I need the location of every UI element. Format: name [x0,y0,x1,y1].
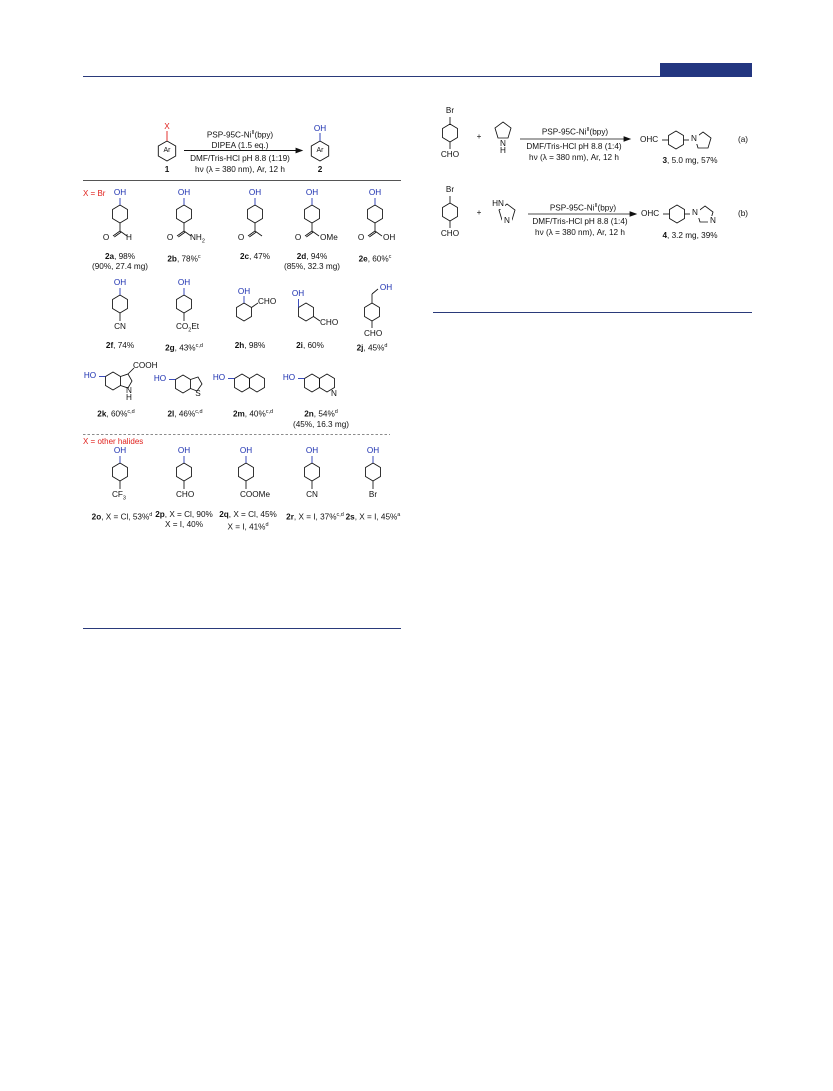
o-2b: O [166,233,174,242]
oh-2s: OH [366,446,380,455]
label-4: 4, 3.2 mg, 39% [662,231,718,240]
oh-label: OH [313,124,327,133]
cho-2p: CHO [176,490,195,499]
cho-a: CHO [440,150,460,159]
ohc-a: OHC [640,135,659,144]
oh-2e: OH [368,188,382,197]
cf3-2o: $CF_3$ [112,490,126,502]
pr-label: 2 [317,165,323,174]
label-2e: 2e, 60%$^c$ [358,254,392,264]
ar-label: Ar [163,147,171,154]
cooh-2k: COOH [133,361,158,370]
oh-2h: OH [237,287,251,296]
cond-solvent: DMF/Tris-HCl pH 8.8 (1:19) [190,154,290,163]
nh-h-a: H [500,146,506,155]
n-b: N [502,216,512,226]
label-2b: 2b, 78%$^c$ [167,254,201,264]
oh-2q: OH [239,446,253,455]
nh-2k-h: H [126,393,132,402]
n-pyrrolidine-product: N [689,134,699,144]
n-imid-2: N [708,216,718,226]
br-2s: Br [368,490,378,499]
o-2a: O [102,233,110,242]
cond-light: hν (λ = 380 nm), Ar, 12 h [195,164,285,174]
ho-2m: HO [212,373,226,382]
coome-2q: COOMe [240,490,271,499]
x-label: X [164,122,170,131]
cho-2h: CHO [258,297,277,306]
label-2c: 2c, 47% [239,252,271,261]
label-2p: 2p, X = Cl, 90% X = I, 40% [155,510,213,529]
cond-a-bottom [512,142,636,163]
x-other-header: X = other halides [83,437,144,446]
h-2a: H [126,233,132,242]
cond-a-solvent: DMF/Tris-HCl pH 8.8 (1:4) [526,142,622,151]
label-2o: 2o, X = Cl, 53%$^d$ [91,512,153,522]
label-2m: 2m, 40%$^{c,d}$ [232,409,274,419]
s-2l: S [195,389,201,398]
cond-catalyst: PSP-$95C-Ni^{II}(bpy)$ [206,130,274,140]
oh-2r: OH [305,446,319,455]
ho-2k: HO [83,371,97,380]
cond-a-light: hν (λ = 380 nm), Ar, 12 h [529,152,619,162]
label-2h: 2h, 98% [234,341,266,350]
label-2d: 2d, 94% (85%, 32.3 mg) [284,252,340,271]
tag-b: (b) [738,209,749,218]
label-2l: 2l, 46%$^{c,d}$ [167,409,203,419]
cho-2i: CHO [320,318,339,327]
label-2k: 2k, 60%$^{c,d}$ [97,409,135,419]
label-2f: 2f, 74% [105,341,135,350]
cond-b-top: PSP-$95C-Ni^{II}(bpy)$ [549,203,617,213]
label-2g: 2g, 43%$^{c,d}$ [165,343,203,353]
oh-2p: OH [177,446,191,455]
oh-2a: OH [113,188,127,197]
co2et-2g: $CO_2Et$ [176,322,200,334]
ho-2l: HO [153,374,167,383]
o-2e: O [357,233,365,242]
n-2n: N [331,389,337,398]
o-2d: O [294,233,302,242]
ho-2n: HO [282,373,296,382]
oh-2b: OH [177,188,191,197]
x-br-header: X = Br [83,189,106,198]
oh-2d: OH [305,188,319,197]
label-2q: 2q, X = Cl, 45% X = I, 41%$^d$ [219,510,277,532]
cond-b-bottom [518,217,642,238]
cond-b-light: hν (λ = 380 nm), Ar, 12 h [535,227,625,237]
label-2a: 2a, 98% (90%, 27.4 mg) [92,252,148,271]
scheme-2-end-rule [433,312,752,313]
br-a: Br [445,106,455,115]
oh-2i: OH [291,289,305,298]
label-3: 3, 5.0 mg, 57% [662,156,718,165]
label-2i: 2i, 60% [296,341,324,350]
nh-n-a: N [500,139,506,148]
cn-2f: CN [114,322,126,331]
ar-label-product: Ar [316,147,324,154]
oh-2f: OH [113,278,127,287]
cn-2r: CN [306,490,318,499]
cond-b-solvent: DMF/Tris-HCl pH 8.8 (1:4) [532,217,628,226]
hn-b: HN [492,199,504,208]
tag-a: (a) [738,135,749,144]
cond-base: DIPEA (1.5 eq.) [211,141,269,151]
oh-sub-2e: OH [383,233,396,242]
plus-a: + [476,132,482,141]
label-2j: 2j, 45%$^d$ [356,343,388,353]
cond-a-top: PSP-$95C-Ni^{II}(bpy)$ [541,127,609,137]
plus-b: + [476,208,482,217]
ome-2d: OMe [320,233,338,242]
ohc-b: OHC [641,209,660,218]
label-2r: 2r, X = I, 37%$^{c,d}$ [286,512,344,522]
oh-2g: OH [177,278,191,287]
nh2-2b: $NH_2$ [190,233,205,245]
oh-2j: OH [379,283,393,292]
oh-2c: OH [248,188,262,197]
cho-b: CHO [440,229,460,238]
cho-2j: CHO [364,329,383,338]
br-b: Br [445,185,455,194]
oh-2o: OH [113,446,127,455]
sm-label: 1 [164,165,170,174]
nh-2k-n: N [126,386,132,395]
o-2c: O [237,233,245,242]
n-imid-1: N [690,208,700,218]
label-2s: 2s, X = I, 45%$^a$ [345,512,401,522]
label-2n: 2n, 54%$^d$ (45%, 16.3 mg) [293,409,349,429]
